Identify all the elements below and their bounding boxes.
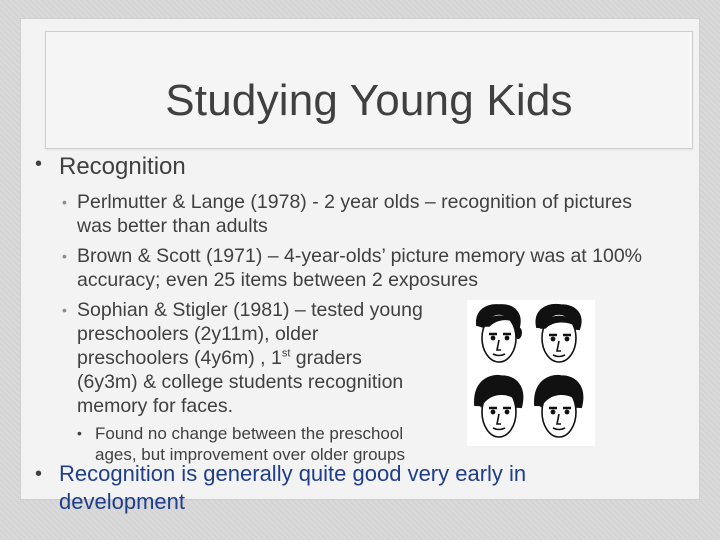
bullet-perlmutter bbox=[62, 190, 652, 238]
bullet-dot-icon: • bbox=[62, 194, 67, 210]
bullet-text-line: development bbox=[59, 489, 185, 514]
bullet-text-line: preschoolers (4y6m) , 1st graders bbox=[77, 347, 362, 369]
bullet-sophian-stigler bbox=[62, 298, 472, 418]
bullet-text-line: memory for faces. bbox=[77, 395, 234, 417]
bullet-text: Recognition bbox=[59, 153, 186, 180]
slide-title: Studying Young Kids bbox=[165, 76, 573, 125]
bullet-text-line: (6y3m) & college students recognition bbox=[77, 371, 404, 393]
bullet-brown-scott bbox=[62, 244, 657, 292]
bullet-found-no-change bbox=[77, 423, 475, 465]
bullet-text-line: Recognition is generally quite good very early in bbox=[59, 461, 527, 486]
bullet-text-line: Sophian & Stigler (1981) – tested young bbox=[77, 299, 423, 321]
bullet-text-line: ages, but improvement over older groups bbox=[95, 445, 405, 464]
bullet-dot-icon: • bbox=[35, 463, 43, 485]
bullet-dot-icon: • bbox=[62, 302, 67, 318]
bullet-dot-icon: • bbox=[77, 425, 82, 441]
bullet-text-line: preschoolers (2y11m), older bbox=[77, 323, 319, 345]
bullet-recognition bbox=[35, 153, 186, 181]
bullet-dot-icon: • bbox=[62, 248, 67, 264]
face-drawings-icon bbox=[467, 300, 595, 446]
title-box bbox=[45, 31, 693, 149]
bullet-text-line: Found no change between the preschool bbox=[95, 424, 404, 443]
bullet-text: Perlmutter & Lange (1978) - 2 year olds – recognition of pictures was better than adults bbox=[77, 191, 632, 237]
bullet-dot-icon: • bbox=[35, 153, 43, 175]
bullet-recognition-early bbox=[35, 460, 659, 516]
bullet-text: Brown & Scott (1971) – 4-year-olds’ picture memory was at 100% accuracy; even 25 items between 2 exposures bbox=[77, 245, 643, 291]
